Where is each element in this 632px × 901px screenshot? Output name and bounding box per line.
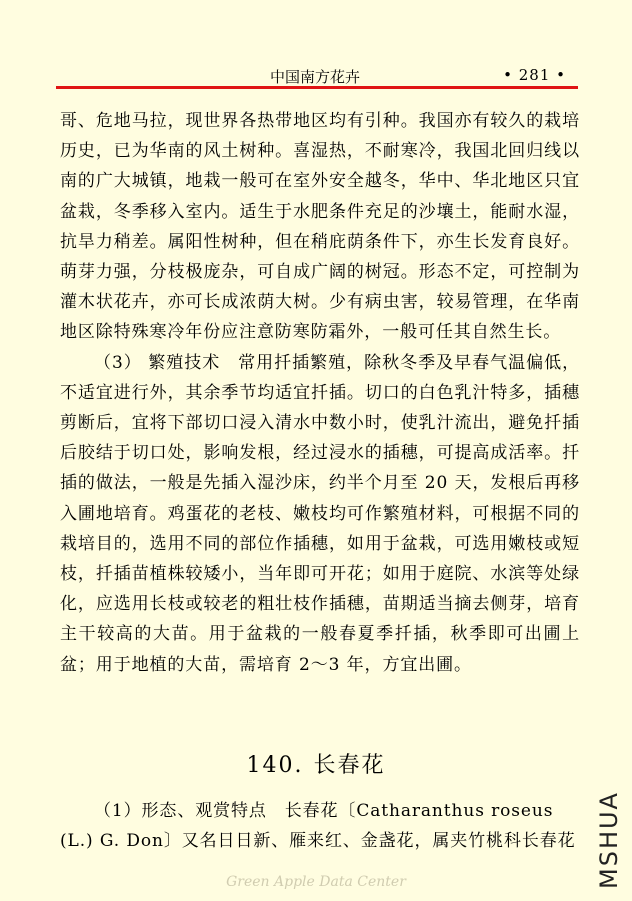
section-body xyxy=(60,796,580,856)
section-title: 长春花 xyxy=(313,753,386,778)
paragraph: 哥、危地马拉，现世界各热带地区均有引种。我国亦有较久的栽培历史，已为华南的风土树种。喜湿热，不耐寒冷，我国北回归线以南的广大城镇，地栽一般可在室外安全越冬，华中、华北地区只宜盆栽，冬季移入室内。适生于水肥条件充足的沙壤土，能耐水湿，抗旱力稍差。属阳性树种，但在稍庇荫条件下，亦生长发育良好。萌芽力强，分枝极庞杂，可自成广阔的树冠。形态不定，可控制为灌木状花卉，亦可长成浓荫大树。少有病虫害，较易管理，在华南地区除特殊寒冷年份应注意防寒防霜外，一般可任其自然生长。 xyxy=(60,111,580,343)
paragraph: （3） 繁殖技术 常用扦插繁殖，除秋冬季及早春气温偏低，不适宜进行外，其余季节均适宜扦插。切口的白色乳汁特多，插穗剪断后，宜将下部切口浸入清水中数小时，使乳汁流出，避免扦插后胶结于切口处，影响发根，经过浸水的插穗，可提高成活率。扦插的做法，一般是先插入湿沙床，约半个月至 20 天，发根后再移入圃地培育。鸡蛋花的老枝、嫩枝均可作繁殖材料，可根据不同的栽培目的，选用不同的部位作插穗，如用于盆栽，可选用嫩枝或短枝，扦插苗植株较矮小，当年即可开花；如用于庭院、水滨等处绿化，应选用长枝或较老的粗壮枝作插穗，苗期适当摘去侧芽，培育主干较高的大苗。用于盆栽的一般春夏季扦插，秋季即可出圃上盆；用于地植的大苗，需培育 2～3 年，方宜出圃。 xyxy=(60,352,580,675)
bottom-watermark: Green Apple Data Center xyxy=(226,874,406,890)
page-header xyxy=(56,66,578,84)
side-watermark-text: MSHUA xyxy=(595,791,623,889)
book-title: 中国南方花卉 xyxy=(270,68,361,86)
page-number: • 281 • xyxy=(503,66,566,84)
header-rule xyxy=(56,86,578,89)
section-number: 140. xyxy=(246,753,304,778)
paragraph: （1）形态、观赏特点 长春花〔Catharanthus roseus (L.) G. Don〕又名日日新、雁来红、金盏花，属夹竹桃科长春花 xyxy=(60,801,576,852)
section-heading xyxy=(0,748,632,779)
body-text xyxy=(60,106,580,680)
